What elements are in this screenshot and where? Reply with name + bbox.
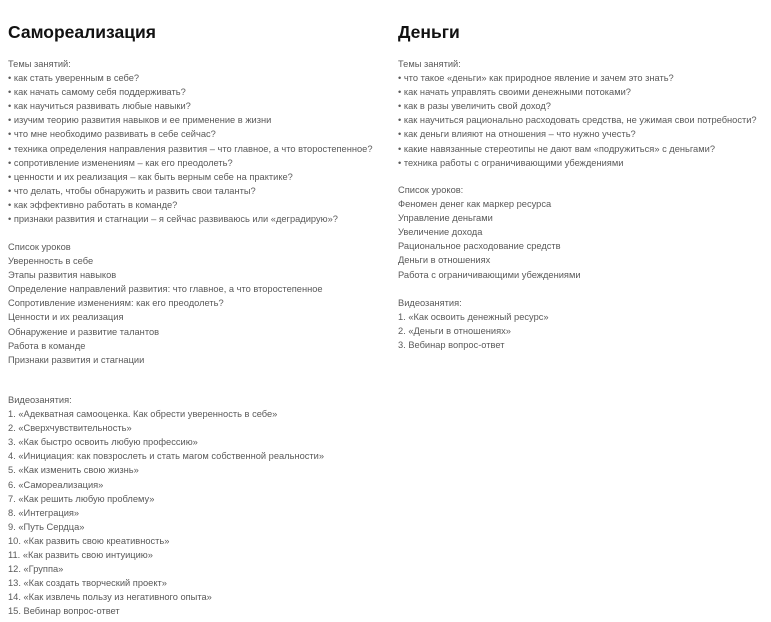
list-item: • ценности и их реализация – как быть верным себе на практике? xyxy=(8,171,293,182)
list-item: 1. «Как освоить денежный ресурс» xyxy=(398,312,549,323)
list-item: 11. «Как развить свою интуицию» xyxy=(8,550,153,561)
list-item: Увеличение дохода xyxy=(398,227,483,238)
list-item: Обнаружение и развитие талантов xyxy=(8,326,160,337)
lessons-block xyxy=(398,183,581,282)
topics-heading: Темы занятий: xyxy=(8,59,71,69)
list-item: Феномен денег как маркер ресурса xyxy=(398,199,552,210)
list-item: 15. Вебинар вопрос-ответ xyxy=(8,606,120,617)
list-item: 13. «Как создать творческий проект» xyxy=(8,578,167,589)
list-item: 1. «Адекватная самооценка. Как обрести уверенность в себе» xyxy=(8,409,278,420)
lessons-heading: Список уроков: xyxy=(398,185,464,195)
videos-list xyxy=(398,310,549,352)
list-item: 12. «Группа» xyxy=(8,564,64,575)
list-item: Определение направлений развития: что главное, а что второстепенное xyxy=(8,284,323,295)
list-item: Деньги в отношениях xyxy=(398,255,491,266)
list-item: Ценности и их реализация xyxy=(8,312,124,323)
list-item: 5. «Как изменить свою жизнь» xyxy=(8,465,139,476)
list-item: • что делать, чтобы обнаружить и развить свои таланты? xyxy=(8,185,256,196)
lessons-heading: Список уроков xyxy=(8,242,71,252)
list-item: • какие навязанные стереотипы не дают вам «подружиться» с деньгами? xyxy=(398,143,715,154)
list-item: • как начать самому себя поддерживать? xyxy=(8,87,186,98)
list-item: 2. «Сверхчувствительность» xyxy=(8,423,132,434)
list-item: • как эффективно работать в команде? xyxy=(8,199,178,210)
list-item: Работа в команде xyxy=(8,340,86,351)
list-item: 9. «Путь Сердца» xyxy=(8,521,85,532)
lessons-block xyxy=(8,240,323,367)
list-item: Управление деньгами xyxy=(398,213,493,224)
videos-heading: Видеозанятия: xyxy=(398,298,462,308)
list-item: 14. «Как извлечь пользу из негативного опыта» xyxy=(8,592,212,603)
list-item: 2. «Деньги в отношениях» xyxy=(398,326,511,337)
list-item: Работа с ограничивающими убеждениями xyxy=(398,269,581,280)
list-item: Этапы развития навыков xyxy=(8,270,117,281)
videos-block xyxy=(398,296,549,352)
list-item: • признаки развития и стагнации – я сейчас развиваюсь или «деградирую»? xyxy=(8,214,338,225)
videos-list xyxy=(8,407,324,618)
list-item: • как научиться рационально расходовать средства, не ужимая свои потребности? xyxy=(398,115,757,126)
lessons-list xyxy=(398,197,581,282)
list-item: 3. Вебинар вопрос-ответ xyxy=(398,340,505,351)
list-item: • изучим теорию развития навыков и ее применение в жизни xyxy=(8,115,272,126)
section-title: Самореализация xyxy=(8,22,156,42)
topics-list xyxy=(8,71,373,226)
list-item: 4. «Инициация: как повзрослеть и стать магом собственной реальности» xyxy=(8,451,325,462)
topics-block xyxy=(8,57,373,226)
list-item: • как начать управлять своими денежными потоками? xyxy=(398,87,631,98)
list-item: • сопротивление изменениям – как его преодолеть? xyxy=(8,157,233,168)
list-item: • как в разы увеличить свой доход? xyxy=(398,101,551,112)
list-item: Уверенность в себе xyxy=(8,256,94,267)
list-item: • как стать уверенным в себе? xyxy=(8,73,140,84)
list-item: 10. «Как развить свою креативность» xyxy=(8,535,170,546)
list-item: 8. «Интеграция» xyxy=(8,507,80,518)
list-item: • что такое «деньги» как природное явление и зачем это знать? xyxy=(398,73,674,84)
list-item: • что мне необходимо развивать в себе сейчас? xyxy=(8,129,216,140)
list-item: • техника определения направления развития – что главное, а что второстепенное? xyxy=(8,143,373,154)
list-item: 7. «Как решить любую проблему» xyxy=(8,493,155,504)
list-item: • как деньги влияют на отношения – что нужно учесть? xyxy=(398,129,636,140)
topics-list xyxy=(398,71,757,170)
videos-heading: Видеозанятия: xyxy=(8,395,72,405)
list-item: Рациональное расходование средств xyxy=(398,241,561,252)
section-title: Деньги xyxy=(398,22,460,42)
list-item: Сопротивление изменениям: как его преодолеть? xyxy=(8,298,224,309)
videos-block xyxy=(8,393,324,619)
list-item: • техника работы с ограничивающими убеждениями xyxy=(398,157,624,168)
list-item: • как научиться развивать любые навыки? xyxy=(8,101,191,112)
list-item: 3. «Как быстро освоить любую профессию» xyxy=(8,437,198,448)
list-item: Признаки развития и стагнации xyxy=(8,354,145,365)
topics-block xyxy=(398,57,757,170)
lessons-list xyxy=(8,254,323,367)
list-item: 6. «Самореализация» xyxy=(8,479,104,490)
topics-heading: Темы занятий: xyxy=(398,59,461,69)
